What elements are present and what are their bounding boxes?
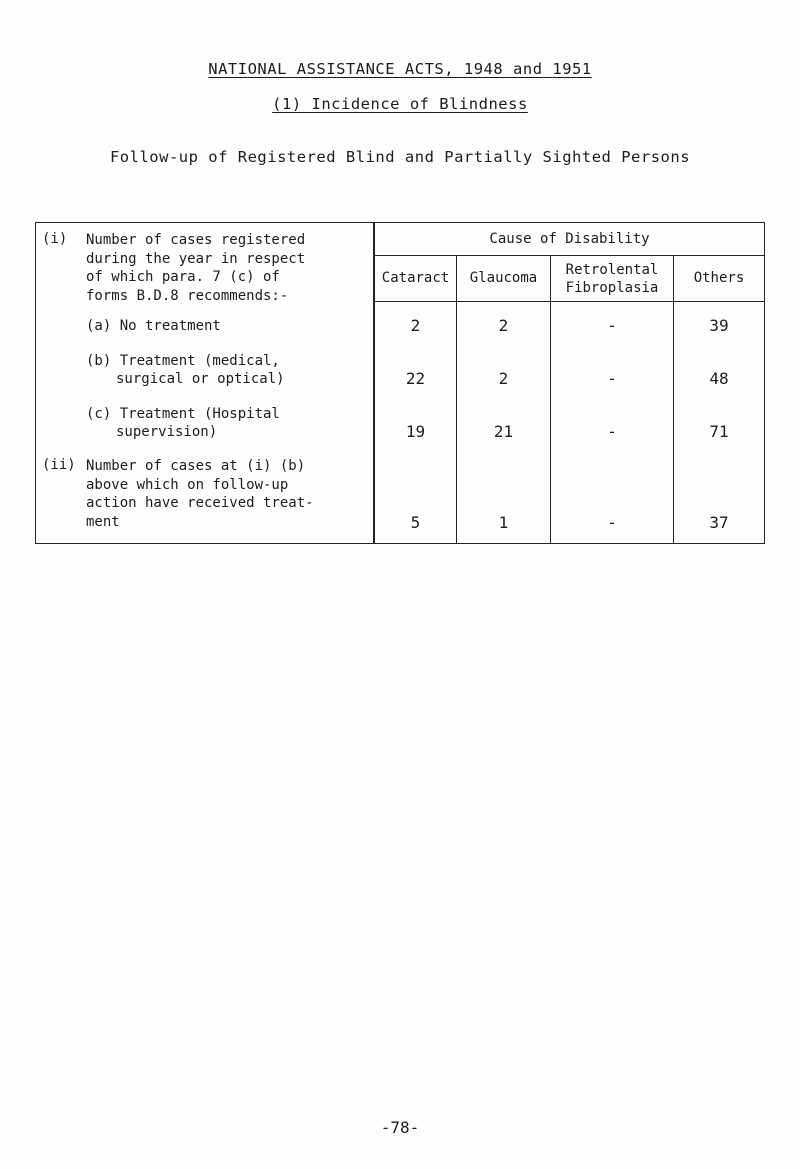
- cell-ii-others: 37: [709, 513, 729, 532]
- cell-ii-retrolental: -: [607, 513, 617, 532]
- cell-c-cataract: 19: [405, 422, 426, 441]
- section-marker-i: (i): [42, 231, 68, 247]
- row-label-no-treatment: (a) No treatment: [86, 318, 221, 334]
- column-header-cataract: Cataract: [381, 270, 450, 286]
- cell-ii-cataract: 5: [410, 513, 421, 532]
- cell-b-retrolental: -: [607, 369, 617, 388]
- page-number: -78-: [380, 1118, 420, 1137]
- row-label-follow-up-treatment: Number of cases at (i) (b) above which on follow-up action have received treat- ment: [86, 458, 314, 530]
- section-marker-ii: (ii): [42, 457, 76, 473]
- cell-b-glaucoma: 2: [498, 369, 509, 388]
- cause-of-disability-header: Cause of Disability: [489, 231, 650, 247]
- cell-b-others: 48: [709, 369, 729, 388]
- row-label-treatment-hospital: (c) Treatment (Hospital supervision): [86, 406, 280, 440]
- section-i-description: Number of cases registered during the year in respect of which para. 7 (c) of forms B.D.8 recommends:-: [86, 232, 306, 304]
- cell-a-others: 39: [709, 316, 729, 335]
- cell-c-glaucoma: 21: [493, 422, 514, 441]
- cell-b-cataract: 22: [405, 369, 426, 388]
- cell-a-glaucoma: 2: [498, 316, 509, 335]
- cell-a-cataract: 2: [410, 316, 421, 335]
- cell-a-retrolental: -: [607, 316, 617, 335]
- document-title: NATIONAL ASSISTANCE ACTS, 1948 and 1951: [208, 60, 592, 78]
- column-header-others: Others: [693, 270, 745, 286]
- column-header-retrolental-fibroplasia: Retrolental Fibroplasia: [565, 262, 659, 296]
- row-label-treatment-medical: (b) Treatment (medical, surgical or optical): [86, 353, 285, 387]
- cell-ii-glaucoma: 1: [498, 513, 509, 532]
- cell-c-others: 71: [709, 422, 729, 441]
- disability-table: [35, 222, 765, 544]
- column-header-glaucoma: Glaucoma: [469, 270, 538, 286]
- document-subtitle: (1) Incidence of Blindness: [272, 95, 528, 113]
- document-caption: Follow-up of Registered Blind and Partially Sighted Persons: [109, 148, 691, 166]
- cell-c-retrolental: -: [607, 422, 617, 441]
